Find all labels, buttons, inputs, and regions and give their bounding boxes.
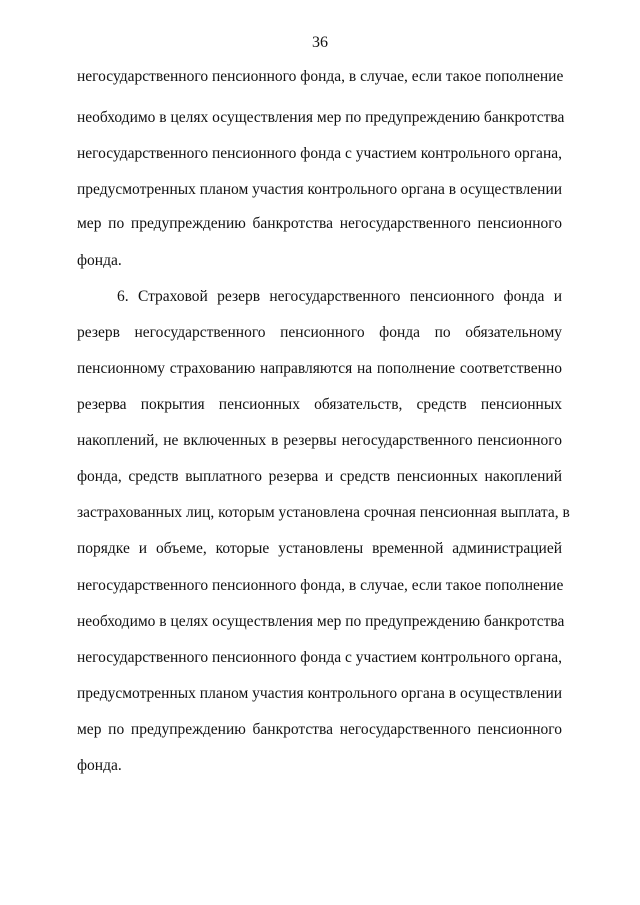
paragraph-first-line: 6. Страховой резерв негосударственного пенсионного фонда и — [117, 288, 562, 305]
text-line: пенсионному страхованию направляются на пополнение соответственно — [77, 360, 562, 377]
text-line: негосударственного пенсионного фонда, в случае, если такое пополнение — [77, 577, 564, 594]
text-line: фонда. — [77, 757, 122, 774]
text-line: предусмотренных планом участия контрольного органа в осуществлении — [77, 181, 563, 198]
text-line: мер по предупреждению банкротства негосударственного пенсионного — [77, 721, 562, 738]
text-line: необходимо в целях осуществления мер по предупреждению банкротства — [77, 109, 565, 126]
text-line: предусмотренных планом участия контрольного органа в осуществлении — [77, 685, 563, 702]
text-line: резерв негосударственного пенсионного фонда по обязательному — [77, 324, 562, 341]
text-line: мер по предупреждению банкротства негосударственного пенсионного — [77, 215, 562, 232]
text-line: необходимо в целях осуществления мер по предупреждению банкротства — [77, 613, 565, 630]
text-line: порядке и объеме, которые установлены временной администрацией — [77, 540, 562, 557]
text-line: негосударственного пенсионного фонда с участием контрольного органа, — [77, 145, 562, 162]
text-line: накоплений, не включенных в резервы негосударственного пенсионного — [77, 432, 562, 449]
text-line: негосударственного пенсионного фонда, в случае, если такое пополнение — [77, 68, 564, 85]
text-line: негосударственного пенсионного фонда с участием контрольного органа, — [77, 649, 562, 666]
text-line: фонда, средств выплатного резерва и средств пенсионных накоплений — [77, 468, 562, 485]
text-line: застрахованных лиц, которым установлена срочная пенсионная выплата, в — [77, 504, 570, 521]
text-line: фонда. — [77, 252, 122, 269]
page-number: 36 — [312, 34, 328, 51]
text-line: резерва покрытия пенсионных обязательств, средств пенсионных — [77, 396, 562, 413]
